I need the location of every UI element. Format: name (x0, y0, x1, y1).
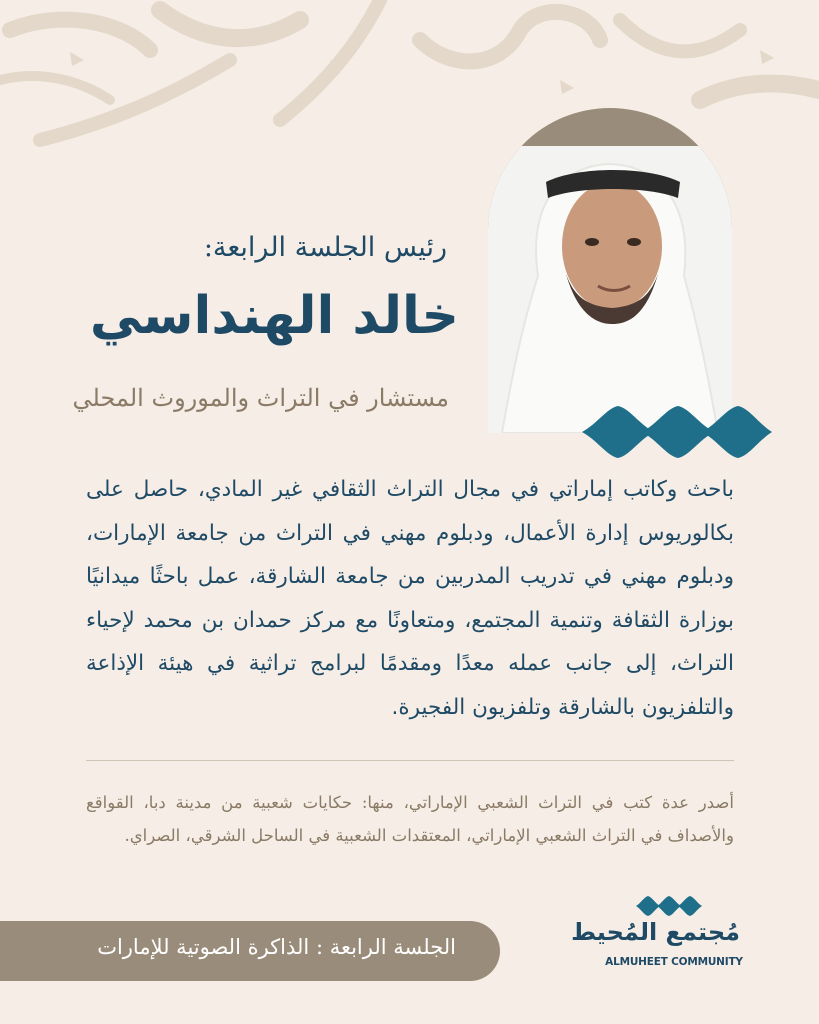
portrait-photo (488, 146, 732, 433)
wave-diamonds-decoration (582, 404, 772, 460)
session-title: رئيس الجلسة الرابعة: (203, 232, 447, 263)
logo-english-text: ALMUHEET COMMUNITY (605, 956, 743, 968)
almuheet-logo (571, 896, 754, 976)
section-divider (86, 760, 734, 761)
session-footer-label: الجلسة الرابعة : الذاكرة الصوتية للإمارات (97, 935, 456, 959)
speaker-bio: باحث وكاتب إماراتي في مجال التراث الثقافي غير المادي، حاصل على بكالوريوس إدارة الأعمال، ودبلوم مهني في التراث من جامعة الإمارات، ودبلوم مهني في تدريب المدربين من جامعة الشارقة، عمل باحثًا ميدانيًا بوزارة الثقافة وتنمية المجتمع، ومتعاونًا مع مركز حمدان بن محمد لإحياء التراث، إلى جانب عمله معدًا ومقدمًا لبرامج تراثية في هيئة الإذاعة والتلفزيون بالشارقة وتلفزيون الفجيرة. (86, 477, 734, 720)
logo-arabic-text: مُجتمع المُحيط (571, 918, 740, 946)
speaker-name: خالد الهنداسي (89, 286, 459, 346)
session-footer-badge (0, 921, 500, 981)
wave-diamonds-icon (636, 896, 702, 916)
portrait-frame (488, 108, 732, 433)
calligraphy-decoration (0, 0, 819, 160)
speaker-role: مستشار في التراث والموروث المحلي (72, 384, 449, 412)
publications-text: أصدر عدة كتب في التراث الشعبي الإماراتي، منها: حكايات شعبية من مدينة دبا، القواقع والأصداف في التراث الشعبي الإماراتي، المعتقدات الشعبية في الساحل الشرقي، الصراي. (86, 793, 734, 845)
